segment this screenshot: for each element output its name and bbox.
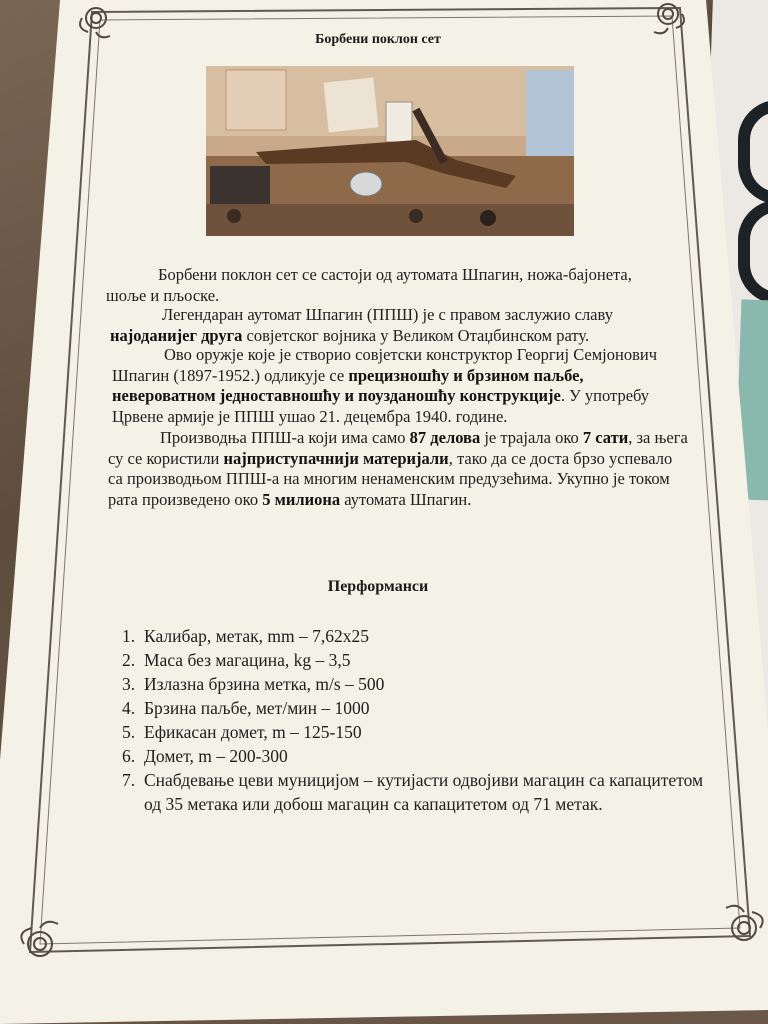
spec-text: Калибар, метак, mm – 7,62х25: [144, 626, 369, 646]
spec-number: 6.: [122, 746, 136, 766]
bold-text-run: прецизношћу и брзином паљбе, невероватном једноставношћу и поузданошћу конструкције: [112, 365, 584, 405]
spec-number: 1.: [122, 626, 136, 646]
spec-list-item: [122, 672, 722, 696]
spec-list-item: [122, 696, 722, 720]
text-run: , за њега су се користили: [108, 428, 688, 468]
spec-text: Маса без магацина, kg – 3,5: [144, 650, 351, 670]
document-title: Борбени поклон сет: [315, 32, 441, 47]
performance-spec-list: [122, 624, 722, 816]
spec-list-item: [122, 624, 722, 648]
text-run: Производња ППШ-а који има само: [160, 428, 410, 447]
text-run: совјетског војника у Великом Отаџбинском рату.: [242, 325, 590, 345]
document-content: [58, 0, 704, 1024]
spec-number: 5.: [122, 722, 136, 742]
bold-text-run: 87 делова: [409, 428, 481, 447]
spec-text: Домет, m – 200-300: [144, 746, 288, 766]
spec-text: Брзина паљбе, мет/мин – 1000: [144, 698, 370, 718]
spec-number: 7.: [122, 770, 136, 790]
spec-list-item: [122, 744, 722, 768]
bold-text-run: 5 милиона: [262, 489, 341, 509]
spec-text: Излазна брзина метка, m/s – 500: [144, 674, 385, 694]
text-run: , тако да се доста брзо успевало са производњом ППШ-а на многим ненаменским предузећима. Укупно је током рата произведено око: [108, 448, 673, 509]
text-run: је трајала око: [480, 428, 583, 447]
spec-list-item: [122, 648, 722, 672]
bold-text-run: најприступачнији материјали: [223, 448, 449, 468]
spec-number: 3.: [122, 674, 136, 694]
spec-number: 4.: [122, 698, 136, 718]
text-run: . У употребу Црвене армије је ППШ ушао 21. децембра 1940. године.: [112, 386, 650, 426]
spec-list-item: [122, 720, 722, 744]
spec-text: Снабдевање цеви муницијом – кутијасти одвојиви магацин са капацитетом од 35 метака или добош магацин са капацитетом од 71 метак.: [144, 770, 704, 814]
bold-text-run: 7 сати: [582, 428, 629, 447]
paragraph-production: [108, 428, 688, 510]
paragraph-intro: [106, 265, 666, 306]
spec-number: 2.: [122, 650, 136, 670]
text-run: Борбени поклон сет се састоји од аутомата Шпагин, ножа-бајонета, шоље и пљоске.: [106, 265, 632, 305]
text-run: Легендаран аутомат Шпагин (ППШ) је с правом заслужио славу: [162, 305, 613, 324]
paragraph-legend: [110, 305, 674, 346]
bold-text-run: најоданијег друга: [110, 325, 243, 345]
gift-set-photo: [206, 66, 574, 236]
paragraph-designer: [112, 345, 682, 427]
performance-heading: Перформанси: [327, 578, 429, 595]
text-run: аутомата Шпагин.: [340, 489, 472, 509]
spec-text: Ефикасан домет, m – 125-150: [144, 722, 362, 742]
text-run: Ово оружје које је створио совјетски конструктор Георгиј Семјонович Шпагин (1897-1952.) одликује се: [112, 345, 658, 385]
spec-list-item: [122, 768, 722, 816]
